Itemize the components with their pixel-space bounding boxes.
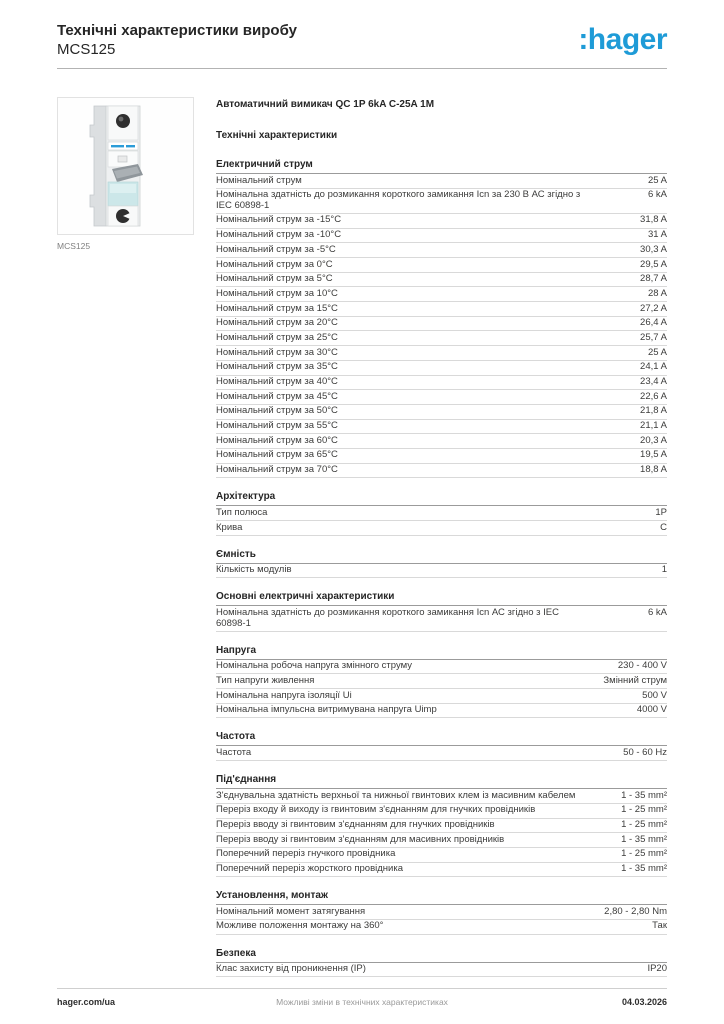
spec-row — [216, 258, 667, 273]
product-title: Автоматичний вимикач QC 1P 6kA C-25A 1M — [216, 99, 435, 110]
spec-value: 1 - 25 mm² — [621, 848, 667, 860]
spec-section-title: Напруга — [216, 645, 667, 660]
spec-label: Тип полюса — [216, 506, 268, 518]
spec-label: Номінальний струм за 40°C — [216, 376, 338, 388]
spec-label: Номінальний струм за 70°C — [216, 464, 338, 476]
spec-value: Так — [652, 920, 667, 932]
spec-value: 4000 V — [636, 704, 667, 716]
spec-row — [216, 819, 667, 834]
spec-value: 30,3 A — [640, 243, 667, 255]
product-image — [57, 97, 194, 235]
spec-row — [216, 704, 667, 719]
spec-value: 50 - 60 Hz — [623, 746, 667, 758]
spec-label: Номінальний струм за 20°C — [216, 317, 338, 329]
spec-row — [216, 905, 667, 920]
spec-row — [216, 229, 667, 244]
spec-label: Номінальний струм за -10°C — [216, 229, 342, 241]
spec-value: 1 - 35 mm² — [621, 789, 667, 801]
spec-sections — [216, 159, 667, 977]
spec-row — [216, 674, 667, 689]
content — [57, 97, 667, 977]
spec-value: 24,1 A — [640, 361, 667, 373]
footer-disclaimer: Можливі зміни в технічних характеристиках — [276, 997, 448, 1007]
spec-label: Номінальний струм за 65°C — [216, 449, 338, 461]
spec-column — [216, 97, 667, 977]
spec-row — [216, 214, 667, 229]
spec-section — [216, 591, 667, 631]
spec-section — [216, 491, 667, 535]
spec-value: 21,1 A — [640, 420, 667, 432]
spec-section-title: Частота — [216, 731, 667, 746]
spec-value: 25,7 A — [640, 331, 667, 343]
spec-value: 1 - 35 mm² — [621, 833, 667, 845]
hager-logo: :hager — [578, 23, 667, 56]
spec-row — [216, 963, 667, 978]
spec-row — [216, 848, 667, 863]
spec-row — [216, 376, 667, 391]
spec-label: Номінальний струм за 15°C — [216, 302, 338, 314]
spec-value: 23,4 A — [640, 376, 667, 388]
spec-label: Частота — [216, 746, 252, 758]
spec-row — [216, 302, 667, 317]
spec-section-title: Архітектура — [216, 491, 667, 506]
spec-section — [216, 731, 667, 761]
header-titles — [57, 21, 297, 59]
spec-row — [216, 331, 667, 346]
spec-value: 29,5 A — [640, 258, 667, 270]
spec-label: Номінальна робоча напруга змінного струму — [216, 660, 412, 672]
spec-row — [216, 660, 667, 675]
product-image-caption: MCS125 — [57, 241, 91, 251]
spec-value: 18,8 A — [640, 464, 667, 476]
spec-label: Переріз вводу зі гвинтовим з'єднанням для масивних провідників — [216, 833, 505, 845]
spec-section — [216, 549, 667, 579]
spec-row — [216, 506, 667, 521]
spec-value: 25 A — [647, 174, 667, 186]
spec-row — [216, 346, 667, 361]
spec-row — [216, 746, 667, 761]
spec-value: 21,8 A — [640, 405, 667, 417]
circuit-breaker-icon — [74, 103, 178, 229]
spec-value: 6 kA — [647, 189, 667, 201]
spec-label: Номінальна здатність до розмикання короткого замикання Icn за 230 В АС згідно з IEC 60898-1 — [216, 189, 581, 211]
spec-label: Кількість модулів — [216, 564, 292, 576]
spec-label: Номінальний струм за -15°C — [216, 214, 342, 226]
spec-section — [216, 645, 667, 719]
spec-value: 27,2 A — [640, 302, 667, 314]
spec-value: 20,3 A — [640, 434, 667, 446]
header-divider — [57, 68, 667, 69]
spec-label: Номінальний струм за 50°C — [216, 405, 338, 417]
document-subtitle: MCS125 — [57, 41, 116, 58]
spec-value: 28,7 A — [640, 273, 667, 285]
spec-value: 500 V — [642, 689, 667, 701]
spec-label: Клас захисту від проникнення (IP) — [216, 963, 366, 975]
spec-section — [216, 774, 667, 877]
document-title: Технічні характеристики виробу — [57, 22, 297, 39]
spec-label: Номінальний струм за 45°C — [216, 390, 338, 402]
spec-label: Номінальний струм — [216, 174, 302, 186]
spec-row — [216, 464, 667, 479]
spec-row — [216, 287, 667, 302]
spec-label: Переріз вводу зі гвинтовим з'єднанням для гнучких провідників — [216, 819, 495, 830]
spec-section-title: Електричний струм — [216, 159, 667, 174]
spec-row — [216, 243, 667, 258]
spec-value: IP20 — [647, 963, 667, 975]
spec-row — [216, 390, 667, 405]
spec-label: Номінальний струм за 0°C — [216, 258, 333, 270]
spec-row — [216, 405, 667, 420]
spec-label: З'єднувальна здатність верхньої та нижньої гвинтових клем із масивним кабелем — [216, 789, 576, 801]
spec-row — [216, 449, 667, 464]
page-header — [57, 0, 667, 59]
spec-section — [216, 890, 667, 934]
spec-row — [216, 833, 667, 848]
spec-value: 31,8 A — [640, 214, 667, 226]
spec-value: 31 A — [647, 229, 667, 241]
spec-row — [216, 434, 667, 449]
spec-row — [216, 317, 667, 332]
spec-value: 6 kA — [647, 606, 667, 618]
spec-label: Номінальний струм за 5°C — [216, 273, 333, 285]
spec-value: 26,4 A — [640, 317, 667, 329]
spec-row — [216, 174, 667, 189]
spec-value: 28 A — [647, 287, 667, 299]
spec-row — [216, 789, 667, 804]
spec-value: 19,5 A — [640, 449, 667, 461]
spec-label: Номінальний струм за 35°C — [216, 361, 338, 373]
spec-value: 22,6 A — [640, 390, 667, 402]
spec-row — [216, 804, 667, 819]
spec-label: Номінальний струм за 30°C — [216, 346, 338, 358]
spec-label: Номінальний струм за 55°C — [216, 420, 338, 432]
spec-section-title: Основні електричні характеристики — [216, 591, 667, 606]
spec-label: Номінальний струм за 60°C — [216, 434, 338, 446]
footer-date: 04.03.2026 — [621, 997, 667, 1007]
spec-label: Переріз входу й виходу із гвинтовим з'єднанням для гнучких провідників — [216, 804, 536, 816]
product-image-column — [57, 97, 194, 977]
spec-value: Змінний струм — [603, 674, 667, 686]
spec-value: C — [660, 521, 667, 533]
spec-label: Можливе положення монтажу на 360° — [216, 920, 384, 932]
spec-row — [216, 273, 667, 288]
page-footer — [57, 988, 667, 1007]
spec-row — [216, 361, 667, 376]
specs-heading: Технічні характеристики — [216, 130, 338, 141]
spec-row — [216, 420, 667, 435]
spec-section-title: Ємність — [216, 549, 667, 564]
spec-value: 230 - 400 V — [617, 660, 667, 672]
footer-website-link[interactable]: hager.com/ua — [57, 997, 116, 1007]
spec-value: 2,80 - 2,80 Nm — [604, 905, 667, 917]
spec-row — [216, 521, 667, 536]
spec-label: Номінальна здатність до розмикання короткого замикання Icn АС згідно з IEC 60898-1 — [216, 606, 559, 629]
spec-label: Номінальна імпульсна витримувана напруга Uimp — [216, 704, 437, 716]
spec-row — [216, 606, 667, 631]
spec-label: Номінальний момент затягування — [216, 905, 366, 917]
spec-value: 25 A — [647, 346, 667, 358]
spec-row — [216, 564, 667, 579]
spec-row — [216, 689, 667, 704]
spec-label: Номінальний струм за 25°C — [216, 331, 338, 343]
spec-value: 1 — [661, 564, 667, 576]
spec-label: Крива — [216, 521, 243, 533]
spec-row — [216, 920, 667, 935]
spec-label: Тип напруги живлення — [216, 674, 315, 686]
spec-value: 1 - 35 mm² — [621, 863, 667, 875]
spec-section — [216, 159, 667, 478]
spec-row — [216, 863, 667, 878]
spec-label: Поперечний переріз гнучкого провідника — [216, 848, 396, 860]
spec-row — [216, 189, 667, 214]
spec-section-title: Установлення, монтаж — [216, 890, 667, 905]
spec-value: 1 - 25 mm² — [621, 804, 667, 816]
spec-value: 1 - 25 mm² — [621, 819, 667, 830]
spec-section — [216, 948, 667, 978]
spec-label: Номінальна напруга ізоляції Ui — [216, 689, 352, 701]
spec-value: 1P — [655, 506, 667, 518]
spec-label: Номінальний струм за 10°C — [216, 287, 338, 299]
spec-label: Поперечний переріз жорсткого провідника — [216, 863, 403, 875]
spec-label: Номінальний струм за -5°C — [216, 243, 336, 255]
spec-section-title: Безпека — [216, 948, 667, 963]
spec-section-title: Під'єднання — [216, 774, 667, 789]
